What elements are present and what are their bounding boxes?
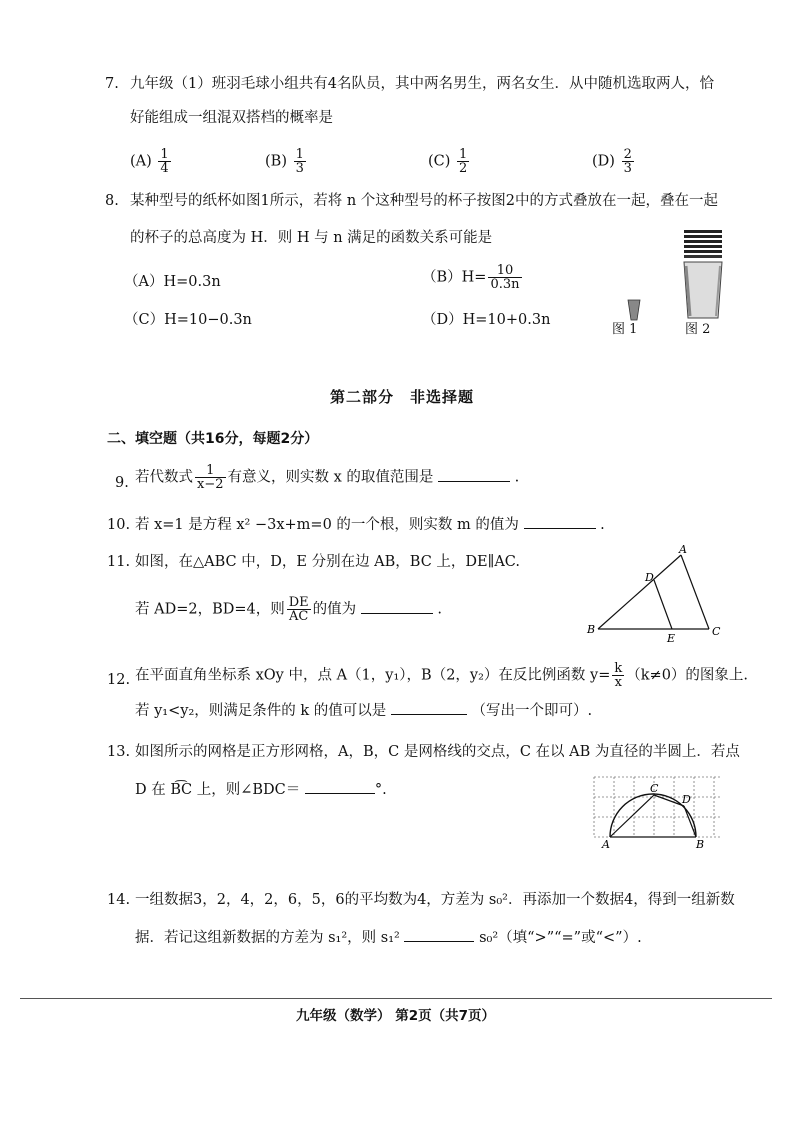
q13-label-c: C (650, 782, 659, 795)
q11-number: 11. (107, 554, 131, 570)
q14-text-line1: 一组数据3，2，4，2，6，5，6的平均数为4，方差为 s₀²．再添加一个数据4，得到一组新数 (135, 892, 735, 908)
q14-number: 14. (107, 892, 131, 908)
q7-option-d: (D) $\frac{2}{3}$ (592, 147, 632, 176)
q11-label-c: C (712, 625, 721, 638)
footer-divider (20, 998, 772, 999)
q12-text-line2: 若 y₁<y₂，则满足条件的 k 的值可以是 （写出一个即可）. (135, 700, 592, 722)
q13-grid-semicircle-figure (592, 773, 724, 853)
q13-label-b: B (696, 838, 705, 851)
page-footer: 九年级（数学） 第2页（共7页） (296, 1008, 495, 1024)
cup-figure-2 (684, 230, 722, 318)
q7-text-line2: 好能组成一组混双搭档的概率是 (130, 110, 333, 126)
q13-text-line2: D 在 B͡C 上，则∠BDC＝ °. (135, 779, 387, 801)
q10-number: 10. (107, 517, 131, 533)
q9-number: 9. (115, 475, 129, 491)
q11-label-d: D (645, 571, 654, 584)
q14-answer-blank[interactable] (404, 927, 474, 942)
q8-option-a: （A）H=0.3n (124, 274, 221, 290)
q11-text-line1: 如图，在△ABC 中，D，E 分别在边 AB，BC 上，DE∥AC. (135, 554, 520, 570)
q9-answer-blank[interactable] (438, 467, 510, 482)
q8-option-b: （B）H= $\frac{10}{0.3n}$ (422, 263, 520, 292)
q13-text-line1: 如图所示的网格是正方形网格，A，B，C 是网格线的交点，C 在以 AB 为直径的半圆上．若点 (135, 744, 740, 760)
q10-answer-blank[interactable] (524, 514, 596, 529)
q11-text-line2: 若 AD=2，BD=4，则 $\frac{DE}{AC}$ 的值为 . (135, 595, 442, 624)
q7-option-a: (A) $\frac{1}{4}$ (130, 147, 169, 176)
q11-triangle-figure (584, 545, 724, 645)
q12-number: 12. (107, 672, 131, 688)
q7-number: 7. (105, 76, 119, 92)
q8-text-line2: 的杯子的总高度为 H．则 H 与 n 满足的函数关系可能是 (130, 230, 493, 246)
q11-label-a: A (679, 545, 687, 556)
figure-1-caption: 图 1 (612, 322, 638, 337)
figure-2-caption: 图 2 (685, 322, 711, 337)
q7-text-line1: 九年级（1）班羽毛球小组共有4名队员，其中两名男生，两名女生．从中随机选取两人，恰 (130, 76, 714, 92)
q8-number: 8. (105, 193, 119, 209)
cup-figure-1 (628, 300, 640, 320)
q8-option-d: （D）H=10+0.3n (422, 312, 551, 328)
q13-label-a: A (602, 838, 610, 851)
q13-label-d: D (682, 793, 691, 806)
q8-option-c: （C）H=10−0.3n (124, 312, 252, 328)
q9-text: 若代数式 $\frac{1}{x-2}$ 有意义，则实数 x 的取值范围是 . (135, 463, 520, 492)
q14-text-line2: 据．若记这组新数据的方差为 s₁²，则 s₁² s₀²（填“>”“=”或“<”）. (135, 927, 642, 949)
q8-text-line1: 某种型号的纸杯如图1所示，若将 n 个这种型号的杯子按图2中的方式叠放在一起，叠在一起 (130, 193, 719, 209)
section-2-heading: 二、填空题（共16分，每题2分） (107, 431, 319, 447)
q11-label-e: E (667, 632, 676, 645)
q13-answer-blank[interactable] (305, 779, 375, 794)
q10-text: 若 x=1 是方程 x² −3x+m=0 的一个根，则实数 m 的值为 . (135, 514, 605, 536)
q12-answer-blank[interactable] (391, 700, 467, 715)
q11-answer-blank[interactable] (361, 599, 433, 614)
q12-text-line1: 在平面直角坐标系 xOy 中，点 A（1，y₁），B（2，y₂）在反比例函数 y= $\frac{k}{x}$ （k≠0）的图象上. (135, 661, 749, 690)
part-2-title: 第二部分 非选择题 (330, 388, 475, 406)
q11-label-b: B (587, 623, 596, 636)
q7-option-b: (B) $\frac{1}{3}$ (265, 147, 304, 176)
q13-number: 13. (107, 744, 131, 760)
q7-option-c: (C) $\frac{1}{2}$ (428, 147, 468, 176)
